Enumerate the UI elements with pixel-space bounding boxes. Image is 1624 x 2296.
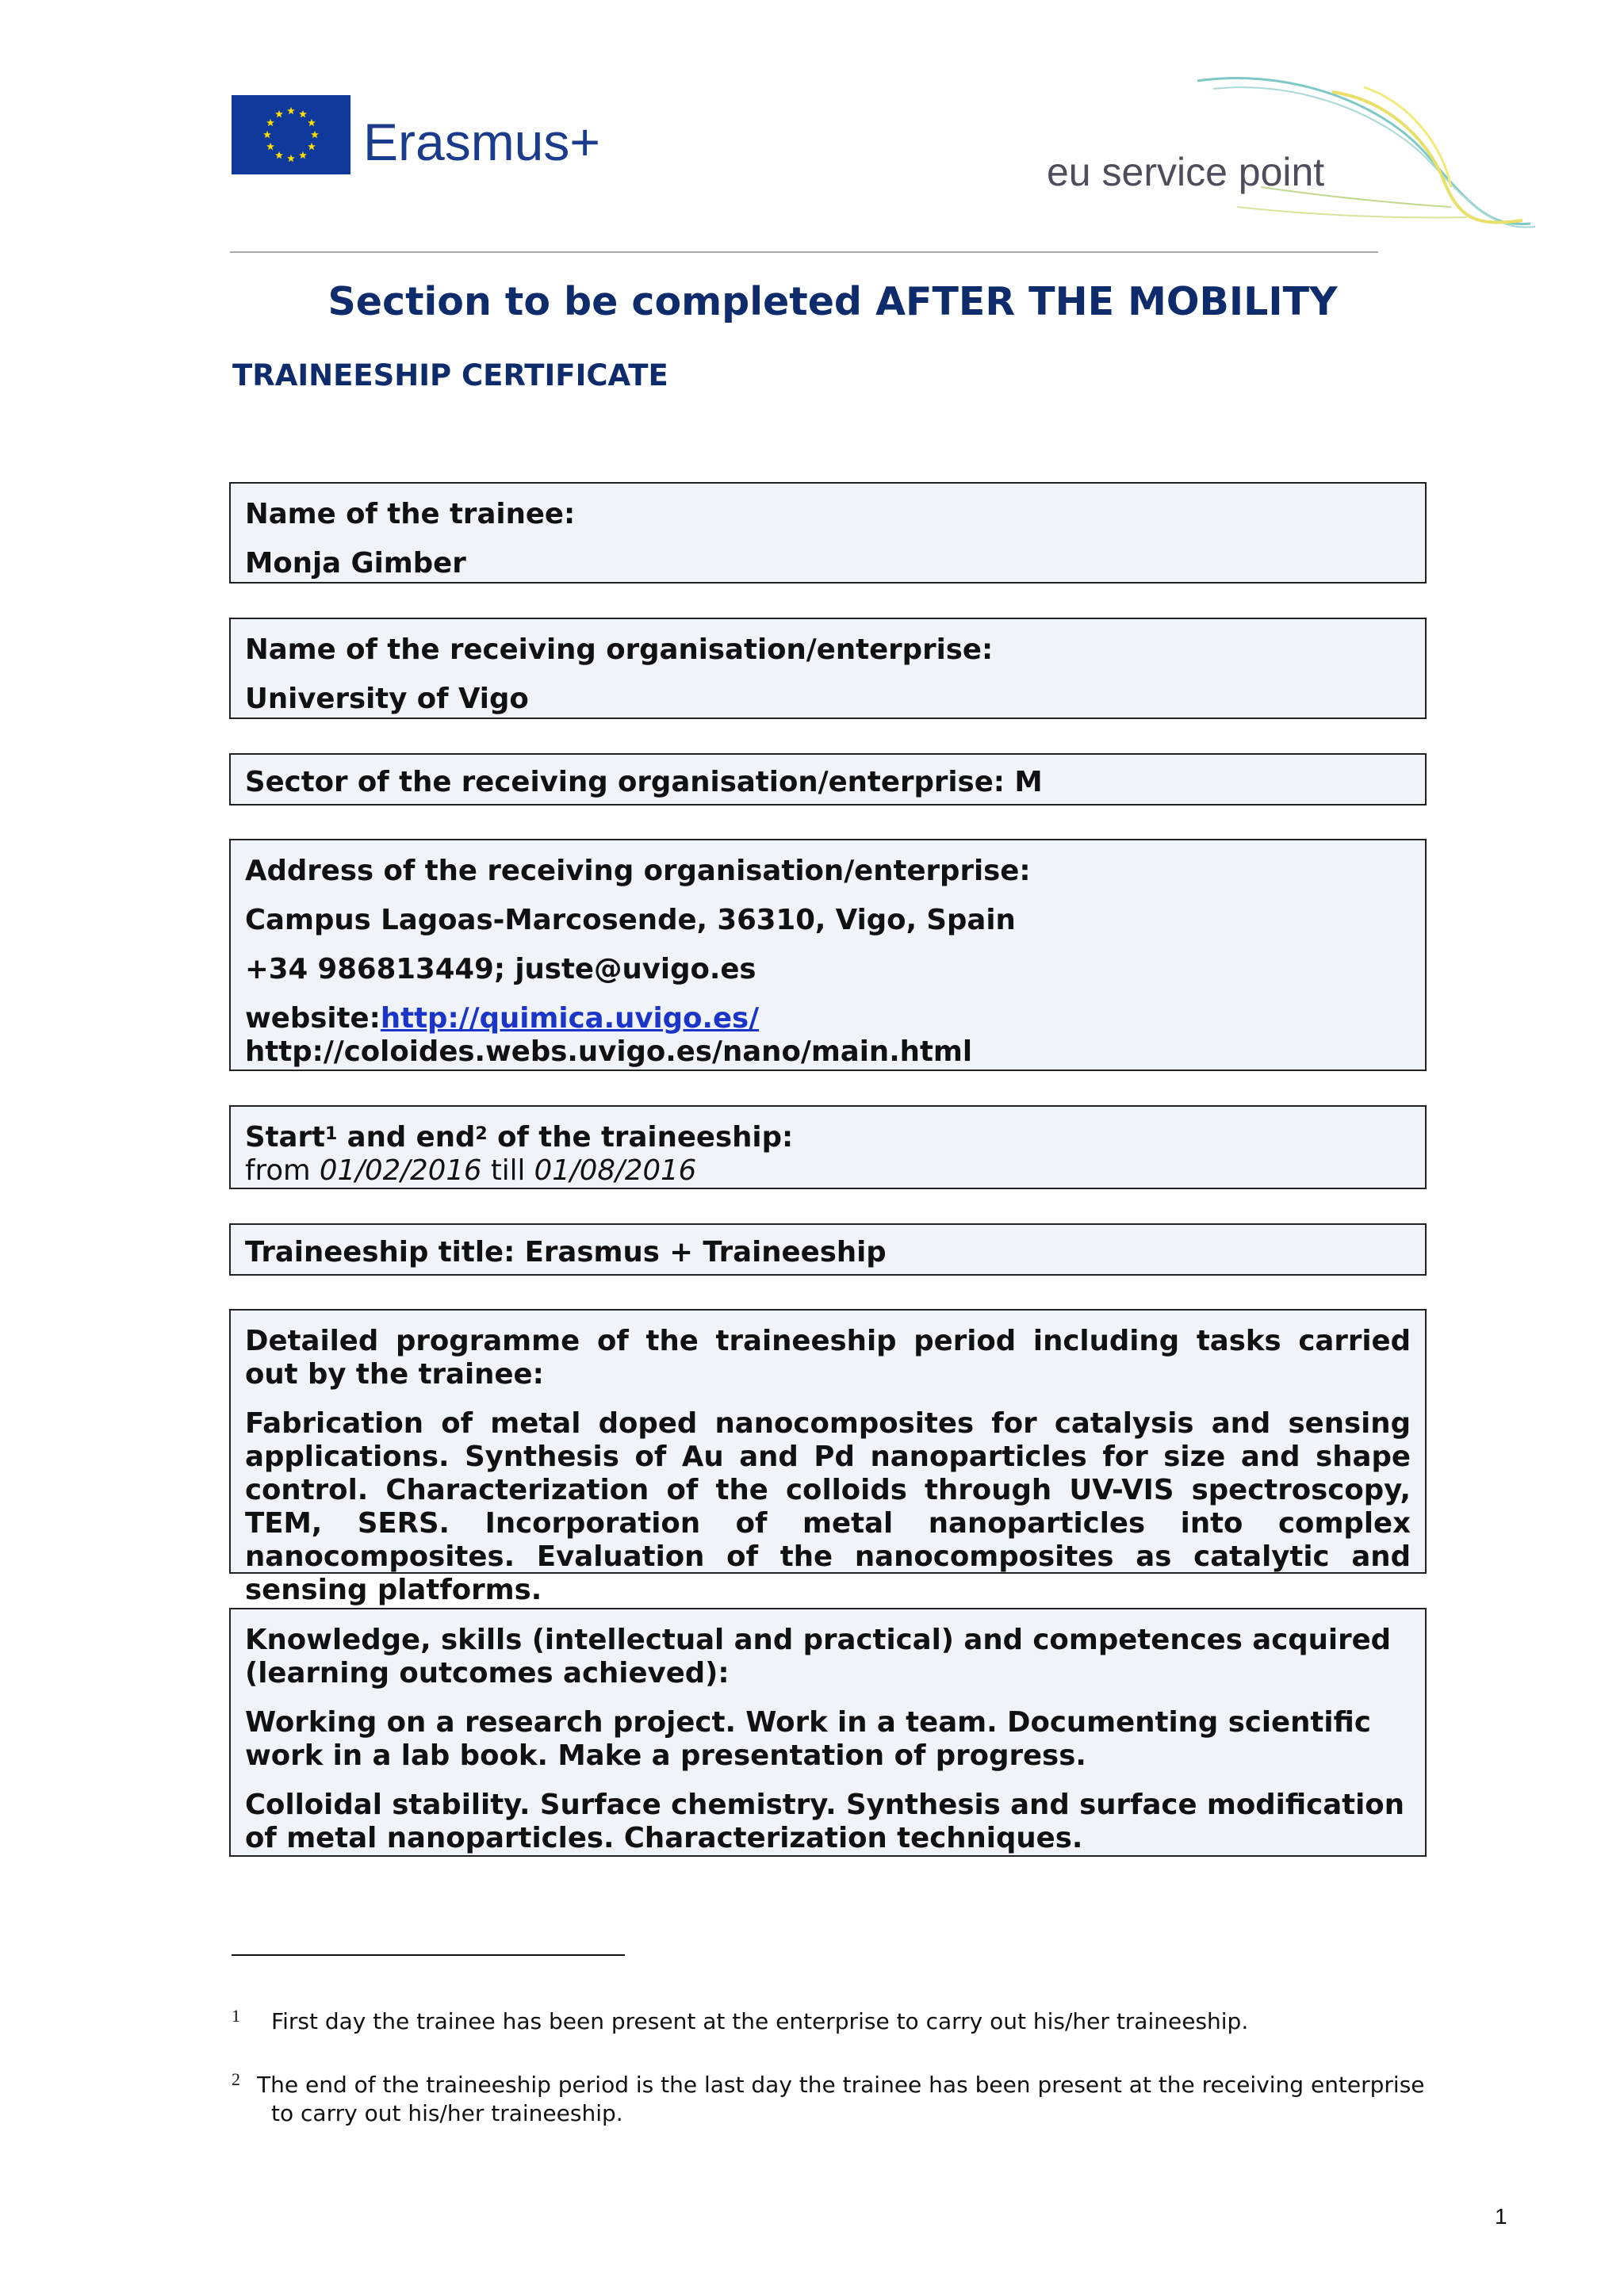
certificate-heading: TRAINEESHIP CERTIFICATE <box>232 358 668 392</box>
trainee-name-box <box>229 482 1427 584</box>
address-value: Campus Lagoas-Marcosende, 36310, Vigo, Spain <box>245 904 1016 936</box>
address-box <box>229 839 1427 1071</box>
traineeship-title-label: Traineeship title: <box>245 1236 515 1269</box>
footnote-1-text: First day the trainee has been present at the enterprise to carry out his/her traineeship. <box>271 2008 1249 2034</box>
programme-text: Fabrication of metal doped nanocomposites for catalysis and sensing applications. Synthesis of Au and Pd nanoparticles for size and shape control. Characterization of the colloids through UV-VIS spectroscopy, TEM, SERS. Incorporation of metal nanoparticles into complex nanocomposites. Evaluation of the nanocomposites as catalytic and sensing platforms. <box>245 1407 1411 1606</box>
traineeship-title-value: Erasmus + Traineeship <box>524 1236 887 1269</box>
organisation-name-box <box>229 618 1427 719</box>
footnote-divider <box>232 1954 625 1956</box>
organisation-name-value: University of Vigo <box>245 683 529 715</box>
dates-till: till <box>481 1154 534 1187</box>
dates-from: from <box>245 1154 320 1187</box>
learning-outcomes-label: Knowledge, skills (intellectual and practical) and competences acquired (learning outcomes achieved): <box>245 1624 1392 1689</box>
learning-outcomes-text-2: Colloidal stability. Surface chemistry. Synthesis and surface modification of metal nanoparticles. Characterization techniques. <box>245 1789 1404 1854</box>
traineeship-title-box <box>229 1223 1427 1276</box>
header-divider <box>230 251 1378 253</box>
eu-service-point-logo-text: eu service point <box>1047 150 1325 194</box>
website-label: website: <box>245 1002 381 1035</box>
start-date: 01/02/2016 <box>319 1154 482 1187</box>
programme-label: Detailed programme of the traineeship period including tasks carried out by the trainee: <box>245 1325 1411 1391</box>
organisation-name-label: Name of the receiving organisation/enterprise: <box>245 633 994 666</box>
footnote-2-text-line-1: The end of the traineeship period is the last day the trainee has been present at the receiving enterprise <box>257 2072 1425 2098</box>
sector-label: Sector of the receiving organisation/enterprise: <box>245 766 1005 798</box>
footnote-2-text-line-2: to carry out his/her traineeship. <box>271 2100 623 2126</box>
website-url-2: http://coloides.webs.uvigo.es/nano/main.html <box>245 1035 973 1068</box>
dates-label-start: Start <box>245 1121 325 1154</box>
end-date: 01/08/2016 <box>534 1154 697 1187</box>
website-link[interactable]: http://quimica.uvigo.es/ <box>380 1002 760 1035</box>
erasmus-plus-logo-text: Erasmus+ <box>363 113 600 171</box>
footnote-1-number: 1 <box>232 2006 240 2026</box>
contact-value: +34 986813449; juste@uvigo.es <box>245 953 756 985</box>
footnote-ref-1: 1 <box>324 1124 338 1144</box>
programme-box <box>229 1309 1427 1606</box>
footnote-ref-2: 2 <box>475 1124 488 1144</box>
page-number: 1 <box>1495 2204 1507 2229</box>
sector-box <box>229 753 1427 806</box>
learning-outcomes-text-1: Working on a research project. Work in a team. Documenting scientific work in a lab book. Make a presentation of progress. <box>245 1706 1371 1772</box>
sector-value: M <box>1014 766 1043 798</box>
dates-label-rest: of the traineeship: <box>487 1121 794 1154</box>
learning-outcomes-box <box>229 1608 1427 1857</box>
trainee-name-value: Monja Gimber <box>245 547 466 580</box>
address-label: Address of the receiving organisation/enterprise: <box>245 855 1031 887</box>
eu-flag-logo <box>232 95 350 174</box>
dates-label-and: and end <box>337 1121 476 1154</box>
page-title: Section to be completed AFTER THE MOBILITY <box>327 279 1338 324</box>
footnote-2-number: 2 <box>232 2069 240 2089</box>
traineeship-dates-box <box>229 1105 1427 1189</box>
trainee-name-label: Name of the trainee: <box>245 498 576 530</box>
